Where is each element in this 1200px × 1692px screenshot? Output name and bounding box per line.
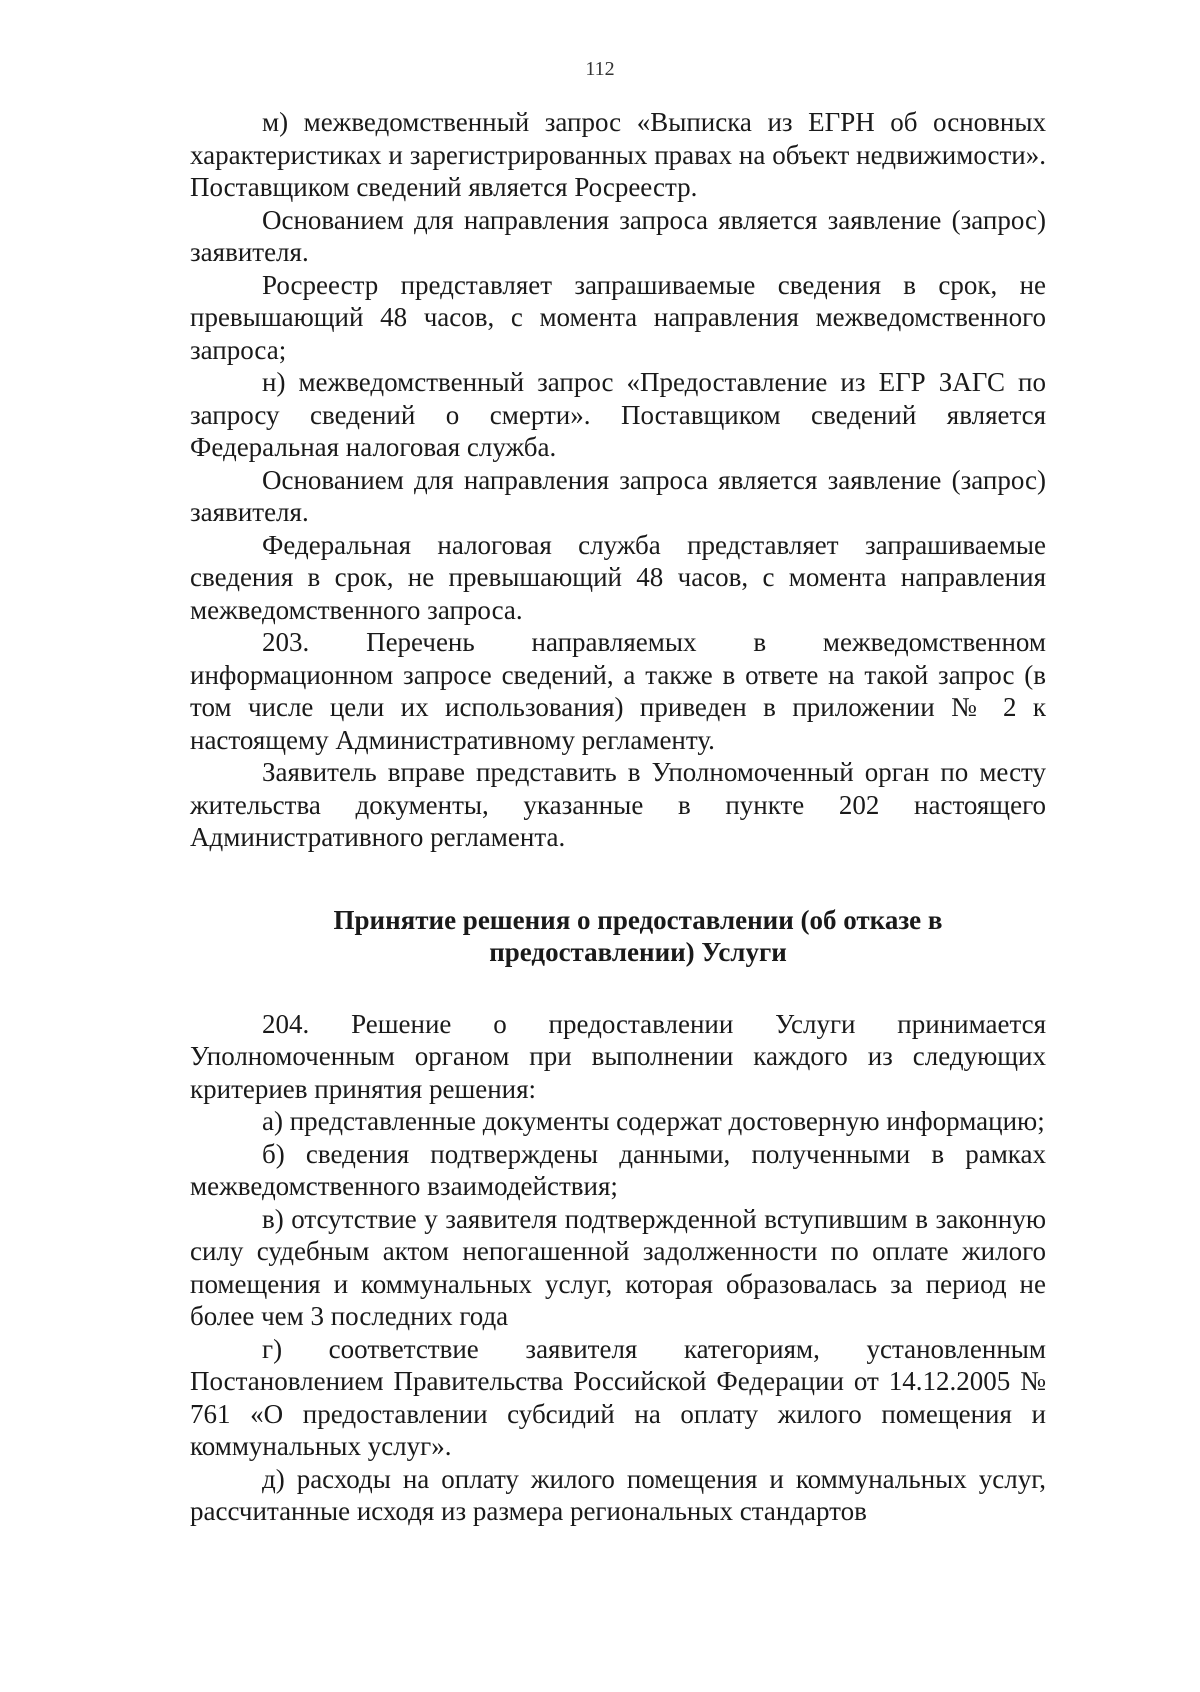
paragraph-basis-1: Основанием для направления запроса является заявление (запрос) заявителя.: [190, 204, 1046, 267]
paragraph-item-m: м) межведомственный запрос «Выписка из ЕГРН об основных характеристиках и зарегистрированных правах на объект недвижимости». Поставщиком сведений является Росреестр.: [190, 107, 1046, 202]
page-number: 112: [585, 58, 615, 80]
paragraph-criterion-b: б) сведения подтверждены данными, полученными в рамках межведомственного взаимодействия;: [190, 1138, 1046, 1201]
paragraph-criterion-a: а) представленные документы содержат достоверную информацию;: [262, 1106, 1045, 1136]
paragraph-fns-term: Федеральная налоговая служба представляет запрашиваемые сведения в срок, не превышающий 48 часов, с момента направления межведомственного запроса.: [190, 529, 1046, 625]
paragraph-basis-2: Основанием для направления запроса является заявление (запрос) заявителя.: [190, 464, 1046, 527]
paragraph-204: 204. Решение о предоставлении Услуги принимается Уполномоченным органом при выполнении каждого из следующих критериев принятия решения:: [190, 1008, 1046, 1104]
paragraph-203: 203. Перечень направляемых в межведомственном информационном запросе сведений, а также в ответе на такой запрос (в том числе цели их использования) приведен в приложении № 2 к настоящему Административному регламенту.: [190, 627, 1046, 755]
section-heading: [190, 904, 1046, 968]
paragraph-criterion-g: г) соответствие заявителя категориям, установленным Постановлением Правительства Российской Федерации от 14.12.2005 № 761 «О предоставлении субсидий на оплату жилого помещения и коммунальных услуг».: [190, 1333, 1046, 1461]
document-body: [190, 106, 1046, 1528]
section-heading-line-2: предоставлении) Услуги: [489, 936, 787, 967]
paragraph-criterion-v: в) отсутствие у заявителя подтвержденной вступившим в законную силу судебным актом непогашенной задолженности по оплате жилого помещения и коммунальных услуг, которая образовалась за период не более чем 3 последних года: [190, 1203, 1046, 1331]
section-heading-line-1: Принятие решения о предоставлении (об отказе в: [333, 904, 943, 935]
paragraph-rosreestr-term: Росреестр представляет запрашиваемые сведения в срок, не превышающий 48 часов, с момента направления межведомственного запроса;: [190, 269, 1046, 365]
paragraph-item-n: н) межведомственный запрос «Предоставление из ЕГР ЗАГС по запросу сведений о смерти». Поставщиком сведений является Федеральная налоговая служба.: [190, 367, 1046, 462]
paragraph-applicant-right: Заявитель вправе представить в Уполномоченный орган по месту жительства документы, указанные в пункте 202 настоящего Административного регламента.: [190, 757, 1046, 852]
paragraph-criterion-d: д) расходы на оплату жилого помещения и коммунальных услуг, рассчитанные исходя из размера региональных стандартов: [190, 1463, 1046, 1526]
